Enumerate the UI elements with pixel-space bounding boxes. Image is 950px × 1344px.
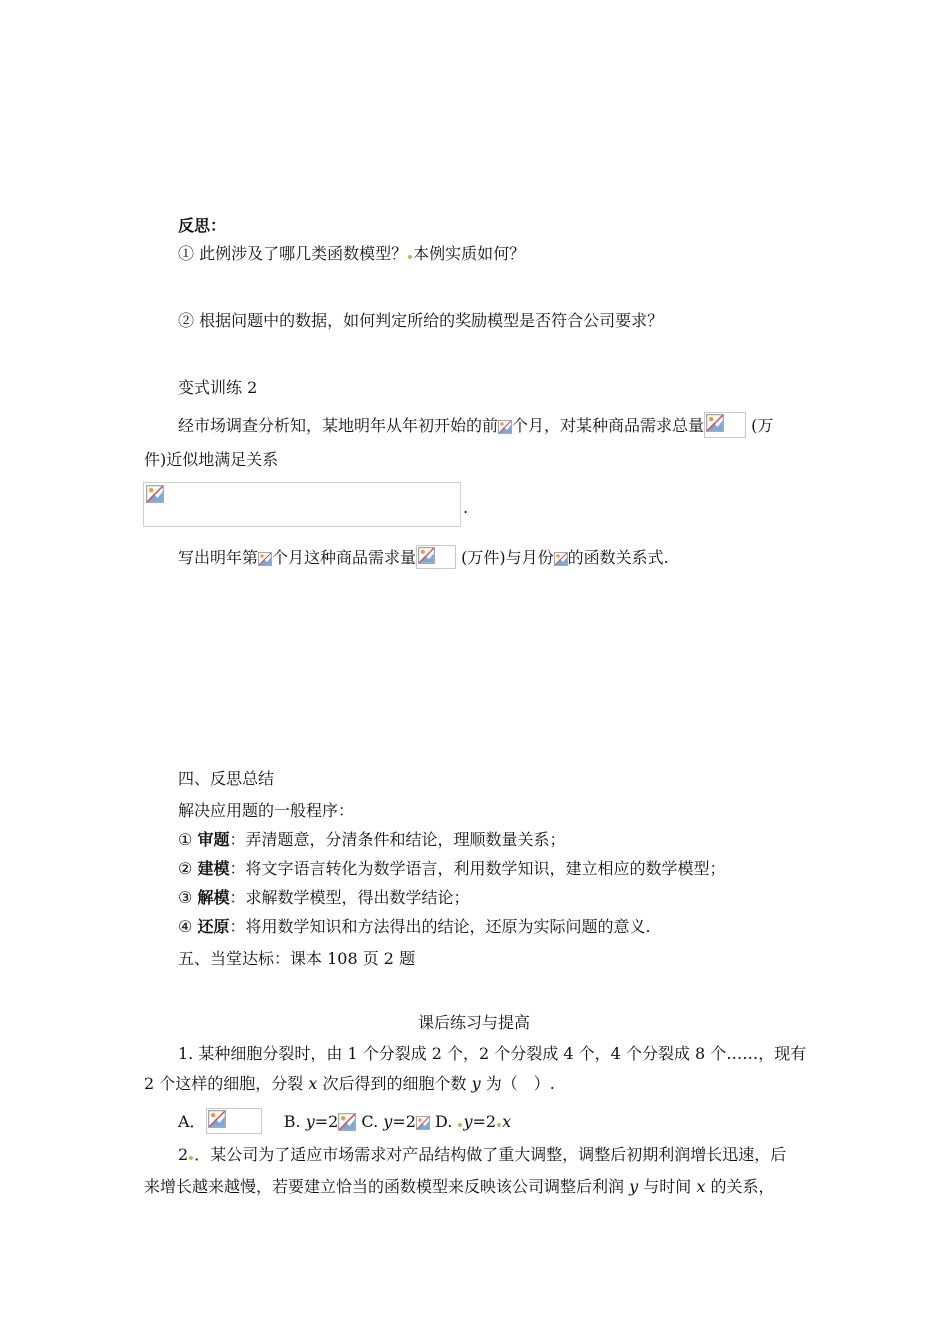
q2-text-b: 与时间: [643, 1177, 692, 1196]
step-key: 建模: [197, 859, 230, 878]
reflection-question-1: [178, 243, 525, 265]
reflection-title: 反思：: [178, 216, 227, 235]
variant-p2-text-a: 写出明年第: [178, 548, 259, 567]
formula-image-icon: [416, 545, 456, 569]
anchor-dot-icon: [189, 1156, 193, 1160]
step-text: ：求解数学模型，得出数学结论；: [229, 888, 470, 907]
variant-p2-text-b: 个月这种商品需求量: [272, 548, 417, 567]
reflection-question-2: ② 根据问题中的数据，如何判定所给的奖励模型是否符合公司要求？: [178, 311, 664, 330]
step-number: ④: [178, 917, 193, 936]
step-text: ：弄清题意，分清条件和结论，理顺数量关系；: [229, 830, 566, 849]
reflection-q1-part-a: ① 此例涉及了哪几类函数模型？: [178, 244, 408, 263]
q2-text-c: 的关系，: [710, 1177, 775, 1196]
exercise-q1-line-1: 1. 某种细胞分裂时，由 1 个分裂成 2 个，2 个分裂成 4 个，4 个分裂成 8 个……，现有: [178, 1044, 807, 1063]
variant-paragraph-1: [178, 412, 773, 438]
step-number: ③: [178, 888, 193, 907]
summary-title: 四、反思总结: [178, 769, 275, 788]
step-text: ：将文字语言转化为数学语言，利用数学知识，建立相应的数学模型；: [229, 859, 726, 878]
formula-period: .: [463, 498, 469, 517]
step-text: ：将用数学知识和方法得出的结论，还原为实际问题的意义.: [229, 917, 651, 936]
var-y: y: [463, 1112, 473, 1131]
q2-text: ．某公司为了适应市场需求对产品结构做了重大调整，调整后初期利润增长迅速，后: [194, 1145, 787, 1164]
formula-image-icon: [258, 552, 272, 566]
formula-image-icon: [338, 1113, 356, 1131]
option-b-expr: =2: [314, 1112, 339, 1131]
variant-p1-text-c: (万: [751, 416, 774, 435]
option-b-label: B.: [283, 1112, 306, 1131]
formula-image-icon: [416, 1116, 430, 1130]
var-y: y: [383, 1112, 393, 1131]
q1-text-c: 为（ ）.: [485, 1074, 555, 1093]
option-d-label: D.: [435, 1112, 458, 1131]
summary-step-1: [178, 829, 565, 851]
step-number: ②: [178, 859, 193, 878]
step-key: 还原: [197, 917, 230, 936]
summary-step-2: [178, 858, 725, 880]
variant-p1-text-a: 经市场调查分析知，某地明年从年初开始的前: [178, 416, 499, 435]
anchor-dot-icon: [408, 255, 412, 259]
q1-text-b: 次后得到的细胞个数: [322, 1074, 467, 1093]
var-x: x: [502, 1112, 512, 1131]
var-y: y: [629, 1177, 639, 1196]
reflection-q1-part-b: 本例实质如何？: [413, 244, 526, 263]
exercise-title: 课后练习与提高: [418, 1013, 531, 1032]
var-y: y: [471, 1074, 481, 1093]
summary-step-3: [178, 887, 469, 909]
q2-text-a: 来增长越来越慢，若要建立恰当的函数模型来反映该公司调整后利润: [144, 1177, 625, 1196]
variant-title: 变式训练 2: [178, 378, 258, 397]
var-x: x: [696, 1177, 706, 1196]
summary-step-4: [178, 916, 651, 938]
variant-paragraph-2: [178, 545, 669, 569]
exercise-q1-line-2: [144, 1073, 555, 1095]
formula-image-icon: [554, 552, 568, 566]
relation-formula-image: [143, 482, 461, 527]
step-key: 解模: [197, 888, 230, 907]
formula-image-icon: [704, 412, 746, 438]
var-y: y: [305, 1112, 315, 1131]
option-d-expr: =2: [472, 1112, 497, 1131]
q2-number: 2: [178, 1145, 189, 1164]
variant-p1-text-b: 个月，对某种商品需求总量: [512, 416, 705, 435]
variant-paragraph-1-cont: 件)近似地满足关系: [144, 450, 279, 469]
formula-image-icon: [206, 1108, 262, 1134]
anchor-dot-icon: [497, 1123, 501, 1127]
target-line: 五、当堂达标：课本 108 页 2 题: [178, 949, 416, 968]
formula-image-icon: [498, 420, 512, 434]
option-c-expr: =2: [392, 1112, 416, 1131]
variant-p2-text-d: 的函数关系式.: [567, 548, 669, 567]
exercise-q2-line-2: [144, 1176, 775, 1198]
variant-p2-text-c: (万件)与月份: [461, 548, 554, 567]
exercise-q1-options: [178, 1108, 511, 1134]
summary-intro: 解决应用题的一般程序：: [178, 801, 355, 820]
option-c-label: C.: [361, 1112, 384, 1131]
anchor-dot-icon: [458, 1123, 462, 1127]
step-number: ①: [178, 830, 193, 849]
step-key: 审题: [197, 830, 230, 849]
q1-text-a: 2 个这样的细胞，分裂: [144, 1074, 304, 1093]
option-a-label: A．: [178, 1112, 206, 1131]
exercise-q2-line-1: [178, 1144, 786, 1166]
var-x: x: [308, 1074, 318, 1093]
broken-image-icon: [146, 485, 164, 503]
